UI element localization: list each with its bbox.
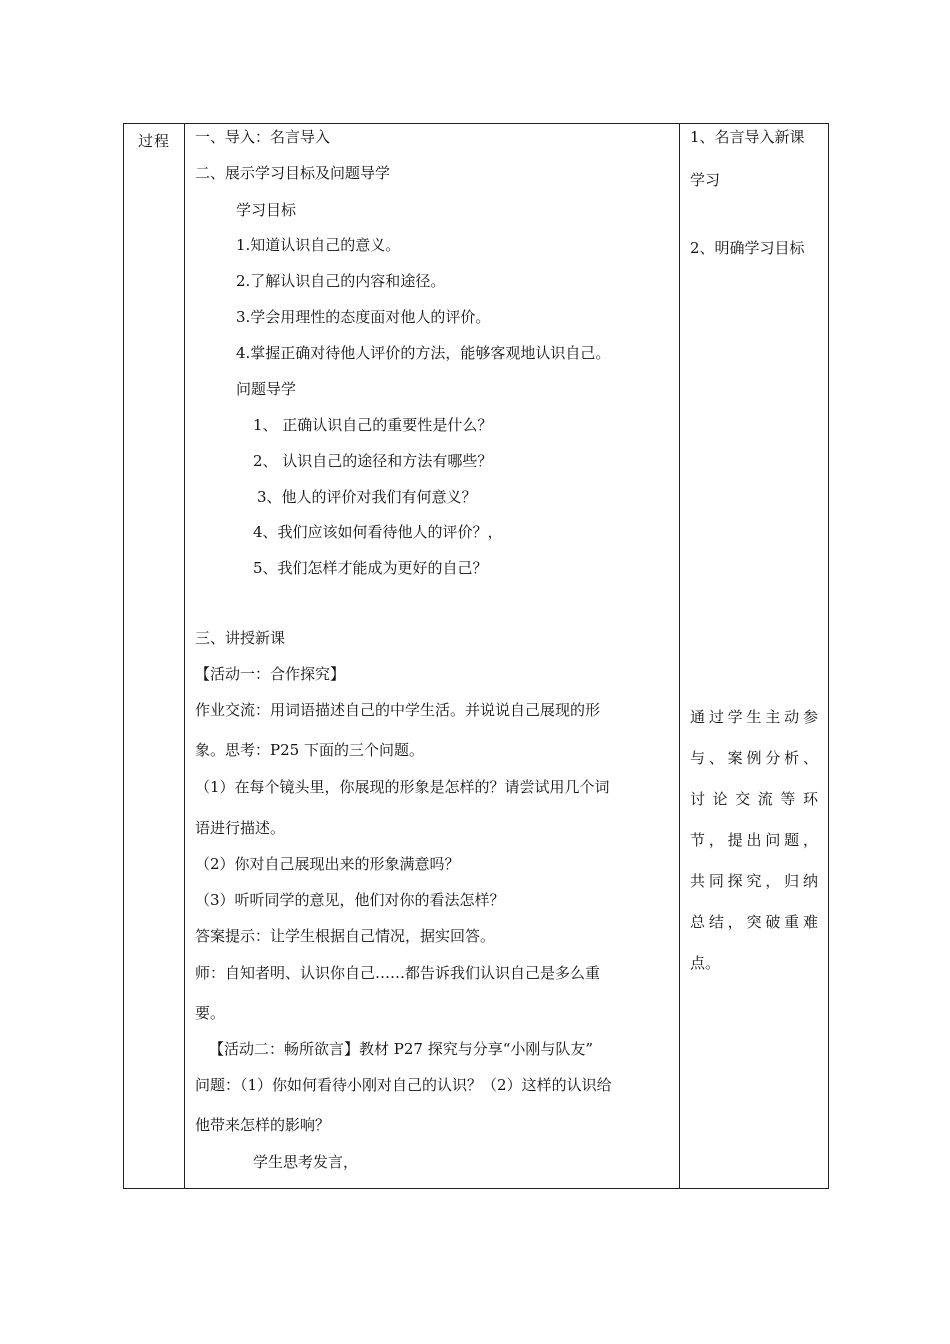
- question-item: 3、他人的评价对我们有何意义？: [257, 488, 477, 506]
- section-objectives-heading: 二、展示学习目标及问题导学: [195, 164, 391, 182]
- teaching-content-cell: [185, 124, 680, 1189]
- note-line: 节，提出问题，: [690, 831, 818, 849]
- note-line: 讨论交流等环: [690, 790, 818, 808]
- paragraph-line: 作业交流：用词语描述自己的中学生活。并说说自己展现的形: [195, 701, 601, 719]
- activity-two-heading: 【活动二：畅所欲言】教材 P27 探究与分享“小刚与队友”: [209, 1040, 594, 1058]
- note-line: 2、明确学习目标: [690, 239, 805, 257]
- objectives-subheading: 学习目标: [236, 201, 297, 219]
- questions-subheading: 问题导学: [236, 380, 297, 398]
- section-intro: 一、导入：名言导入: [195, 128, 331, 146]
- paragraph-line: （3）听听同学的意见，他们对你的看法怎样？: [195, 891, 505, 909]
- paragraph-line: 要。: [195, 1004, 226, 1022]
- paragraph-line: 象。思考：P25 下面的三个问题。: [195, 741, 424, 759]
- design-intent-cell: [680, 124, 829, 1189]
- note-line: 与、案例分析、: [690, 749, 818, 767]
- row-label: 过程: [137, 132, 170, 150]
- question-item: 1、 正确认识自己的重要性是什么？: [253, 416, 493, 434]
- paragraph-line: 师：自知者明、认识你自己……都告诉我们认识自己是多么重: [195, 964, 601, 982]
- teaching-content: [185, 124, 679, 1188]
- lesson-plan-table: [123, 123, 829, 1189]
- question-item: 5、我们怎样才能成为更好的自己？: [253, 559, 488, 577]
- note-line: 点。: [690, 954, 721, 972]
- objective-item: 1.知道认识自己的意义。: [236, 236, 401, 254]
- paragraph-line: （1）在每个镜头里，你展现的形象是怎样的？请尝试用几个词: [195, 778, 610, 796]
- objective-item: 2.了解认识自己的内容和途径。: [236, 272, 446, 290]
- question-item: 2、 认识自己的途径和方法有哪些？: [253, 452, 493, 470]
- paragraph-line: 答案提示：让学生根据自己情况，据实回答。: [195, 927, 496, 945]
- activity-one-heading: 【活动一：合作探究】: [195, 665, 346, 683]
- note-line: 通过学生主动参: [690, 708, 818, 726]
- design-intent: [680, 124, 828, 1188]
- paragraph-line: 学生思考发言，: [253, 1153, 359, 1171]
- note-line: 1、名言导入新课: [690, 128, 805, 146]
- paragraph-line: 问题：（1）你如何看待小刚对自己的认识？（2）这样的认识给: [195, 1076, 612, 1094]
- objective-item: 3.学会用理性的态度面对他人的评价。: [236, 308, 491, 326]
- note-line: 共同探究，归纳: [690, 872, 818, 890]
- objective-item: 4.掌握正确对待他人评价的方法，能够客观地认识自己。: [236, 344, 611, 362]
- paragraph-line: （2）你对自己展现出来的形象满意吗？: [195, 855, 460, 873]
- note-line: 总结，突破重难: [690, 913, 818, 931]
- section-new-lesson-heading: 三、讲授新课: [195, 629, 286, 647]
- paragraph-line: 语进行描述。: [195, 819, 286, 837]
- process-row: [124, 124, 829, 1189]
- question-item: 4、我们应该如何看待他人的评价？，: [253, 523, 503, 541]
- note-line: 学习: [690, 171, 721, 189]
- row-label-cell: [124, 124, 185, 1189]
- paragraph-line: 他带来怎样的影响？: [195, 1116, 331, 1134]
